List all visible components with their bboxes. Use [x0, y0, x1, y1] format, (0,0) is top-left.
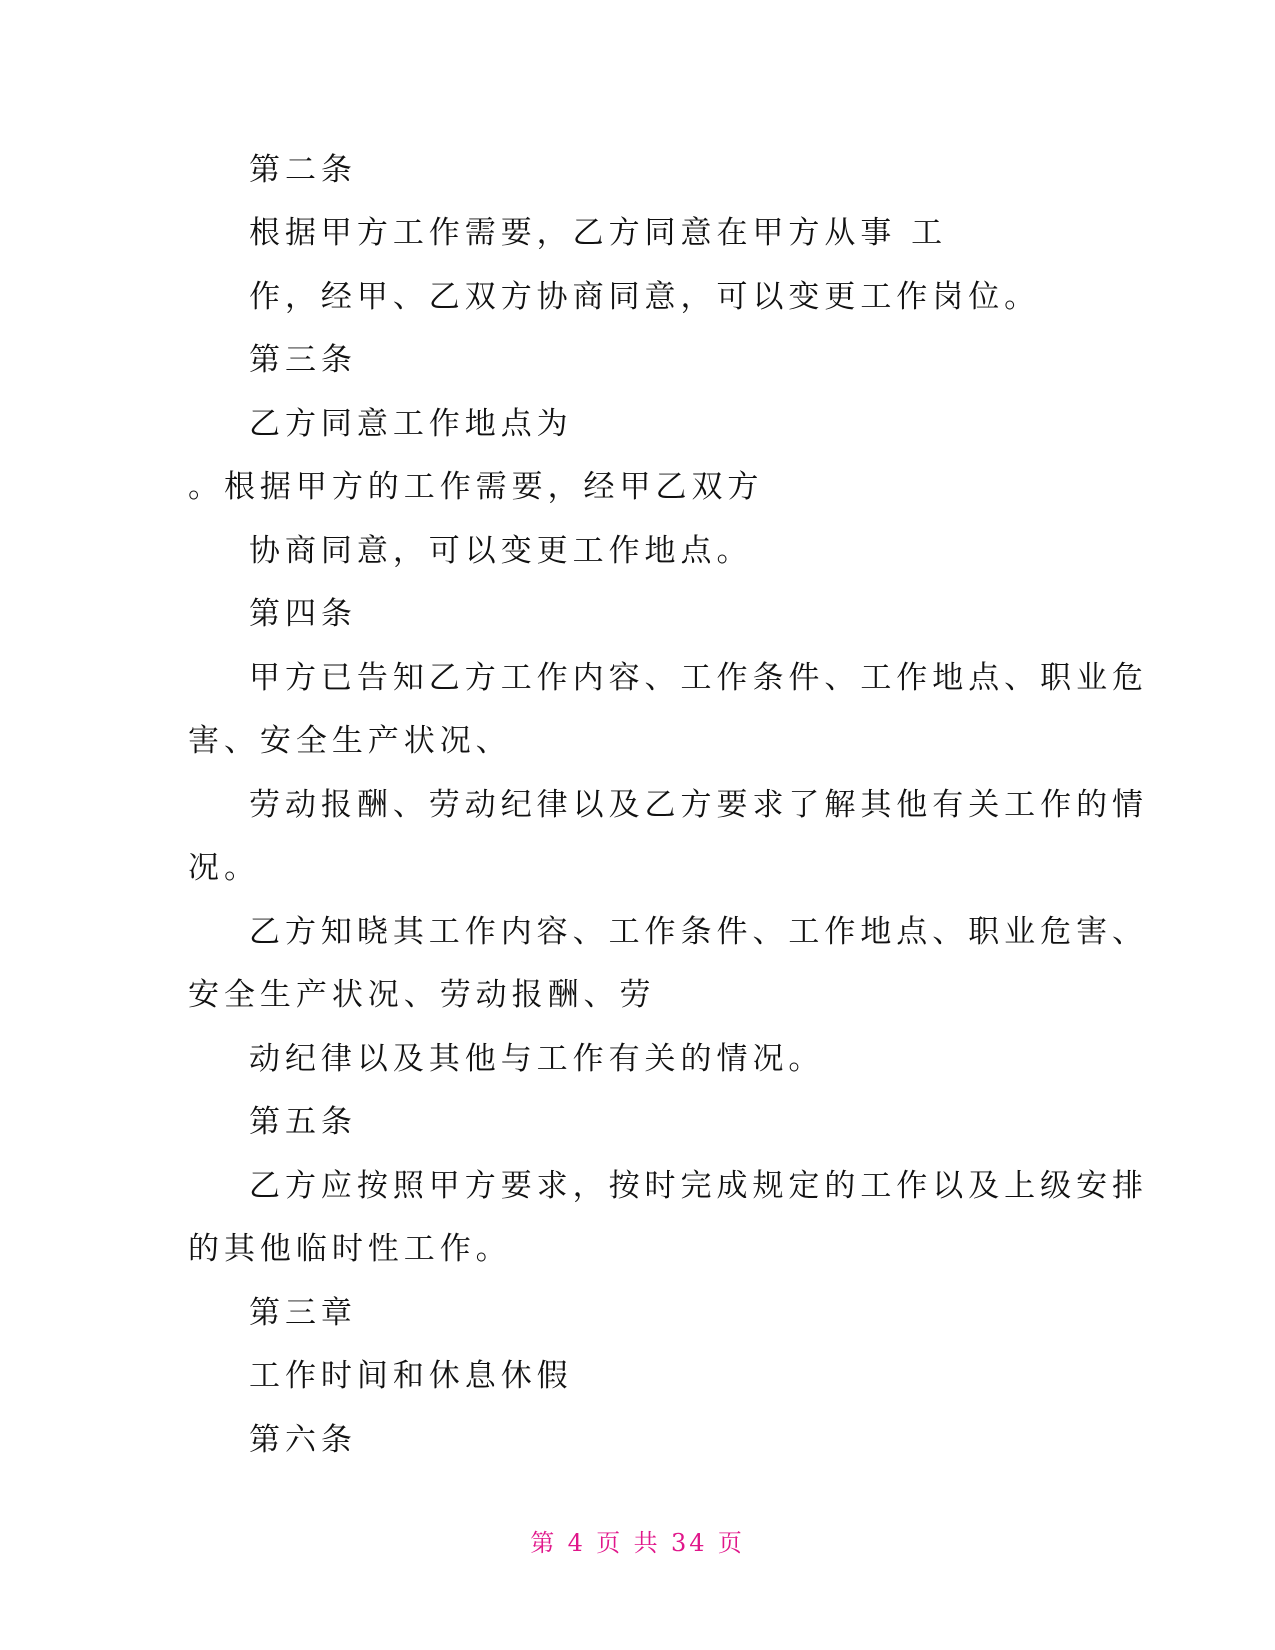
article-heading-2: 第二条: [249, 152, 357, 188]
paragraph-line: 乙方应按照甲方要求，按时完成规定的工作以及上级安排: [249, 1168, 1148, 1204]
paragraph-line: 害、安全生产状况、: [188, 723, 512, 759]
paragraph-line: 的其他临时性工作。: [188, 1231, 512, 1267]
article-heading-3: 第三条: [249, 342, 357, 378]
paragraph-line: 安全生产状况、劳动报酬、劳: [188, 977, 656, 1013]
article-heading-4: 第四条: [249, 596, 357, 632]
paragraph-line: 根据甲方工作需要，乙方同意在甲方从事 工: [249, 215, 948, 251]
paragraph-line: 乙方知晓其工作内容、工作条件、工作地点、职业危害、: [249, 914, 1148, 950]
paragraph-line: 况。: [188, 850, 260, 886]
article-heading-5: 第五条: [249, 1104, 357, 1140]
paragraph-line: 动纪律以及其他与工作有关的情况。: [249, 1041, 825, 1077]
page-number-footer: 第 4 页 共 34 页: [530, 1529, 745, 1557]
paragraph-line: 乙方同意工作地点为: [249, 406, 573, 442]
paragraph-line: 作，经甲、乙双方协商同意，可以变更工作岗位。: [249, 279, 1041, 315]
chapter-title: 工作时间和休息休假: [249, 1358, 573, 1394]
article-heading-6: 第六条: [249, 1422, 357, 1458]
paragraph-line: 。根据甲方的工作需要，经甲乙双方: [188, 469, 764, 505]
paragraph-line: 协商同意，可以变更工作地点。: [249, 533, 753, 569]
paragraph-line: 劳动报酬、劳动纪律以及乙方要求了解其他有关工作的情: [249, 787, 1148, 823]
chapter-heading-3: 第三章: [249, 1295, 357, 1331]
paragraph-line: 甲方已告知乙方工作内容、工作条件、工作地点、职业危: [249, 660, 1148, 696]
